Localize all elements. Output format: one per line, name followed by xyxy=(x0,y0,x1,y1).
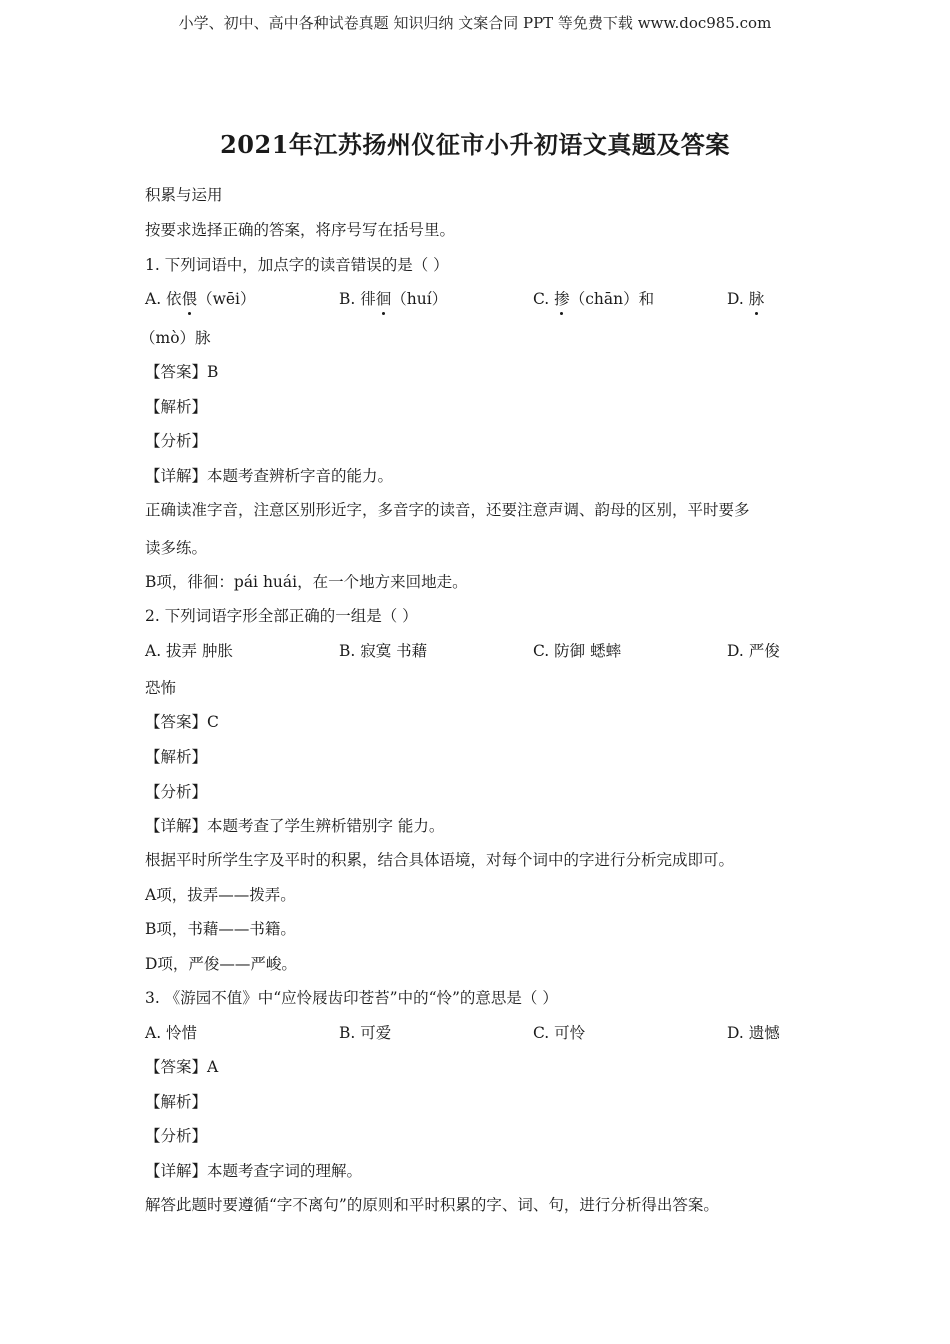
option-prefix: C. xyxy=(533,290,555,308)
q2-option-d-continued: 恐怖 xyxy=(145,679,177,697)
section-heading: 积累与运用 xyxy=(145,186,223,204)
option-pinyin: （chān）和 xyxy=(569,290,655,308)
option-prefix: B. 徘 xyxy=(339,290,376,308)
q3-option-d: D. 遗憾 xyxy=(727,1024,780,1042)
q1-option-b xyxy=(339,287,447,309)
page-title: 2021年江苏扬州仪征市小升初语文真题及答案 xyxy=(220,130,730,159)
q1-explanation-line3: B项，徘徊：pái huái，在一个地方来回地走。 xyxy=(145,573,468,591)
q1-option-a xyxy=(145,287,255,309)
q3-explanation-line1: 解答此题时要遵循“字不离句”的原则和平时积累的字、词、句，进行分析得出答案。 xyxy=(145,1196,719,1214)
q1-explanation-line1: 正确读准字音，注意区别形近字，多音字的读音，还要注意声调、韵母的区别，平时要多 xyxy=(145,501,750,519)
q3-option-a: A. 怜惜 xyxy=(145,1024,198,1042)
q3-detail: 【详解】本题考查字词的理解。 xyxy=(145,1162,363,1180)
q3-analysis-label: 【解析】 xyxy=(145,1093,208,1111)
q2-explanation-line1: 根据平时所学生字及平时的积累，结合具体语境，对每个词中的字进行分析完成即可。 xyxy=(145,851,735,869)
site-header: 小学、初中、高中各种试卷真题 知识归纳 文案合同 PPT 等免费下载 www.doc985.com xyxy=(178,14,772,32)
option-pinyin: （wēi） xyxy=(197,290,256,308)
option-prefix: D. xyxy=(727,290,749,308)
dotted-char: 脉 xyxy=(749,287,765,309)
q2-detail: 【详解】本题考查了学生辨析错别字 能力。 xyxy=(145,817,445,835)
q3-fenxi-label: 【分析】 xyxy=(145,1127,208,1145)
q2-explanation-line2: A项，拔弄——拨弄。 xyxy=(145,886,296,904)
q1-option-c xyxy=(533,287,654,309)
q1-stem: 1. 下列词语中，加点字的读音错误的是（ ） xyxy=(145,256,449,274)
q1-analysis-label: 【解析】 xyxy=(145,398,208,416)
q1-option-d-continued: （mò）脉 xyxy=(140,329,211,347)
q3-option-c: C. 可怜 xyxy=(533,1024,586,1042)
instruction-text: 按要求选择正确的答案，将序号写在括号里。 xyxy=(145,221,456,239)
q3-option-b: B. 可爱 xyxy=(339,1024,392,1042)
q2-stem: 2. 下列词语字形全部正确的一组是（ ） xyxy=(145,607,418,625)
q2-answer: 【答案】C xyxy=(145,713,219,731)
q2-option-d: D. 严俊 xyxy=(727,642,780,660)
q2-explanation-line4: D项，严俊——严峻。 xyxy=(145,955,297,973)
dotted-char: 偎 xyxy=(182,287,198,309)
q1-detail: 【详解】本题考查辨析字音的能力。 xyxy=(145,467,394,485)
dotted-char: 徊 xyxy=(376,287,392,309)
q2-option-b: B. 寂寞 书藉 xyxy=(339,642,428,660)
q3-answer: 【答案】A xyxy=(145,1058,219,1076)
q2-option-c: C. 防御 蟋蟀 xyxy=(533,642,622,660)
option-pinyin: （huí） xyxy=(391,290,448,308)
q2-option-a: A. 拔弄 肿胀 xyxy=(145,642,233,660)
q1-option-d xyxy=(727,287,764,309)
dotted-char: 掺 xyxy=(554,287,570,309)
q2-analysis-label: 【解析】 xyxy=(145,748,208,766)
q1-answer: 【答案】B xyxy=(145,363,219,381)
q3-stem: 3. 《游园不值》中“应怜屐齿印苍苔”中的“怜”的意思是（ ） xyxy=(145,989,558,1007)
q1-explanation-line2: 读多练。 xyxy=(145,539,208,557)
q2-fenxi-label: 【分析】 xyxy=(145,783,208,801)
q2-explanation-line3: B项，书藉——书籍。 xyxy=(145,920,296,938)
option-prefix: A. 依 xyxy=(145,290,182,308)
q1-fenxi-label: 【分析】 xyxy=(145,432,208,450)
